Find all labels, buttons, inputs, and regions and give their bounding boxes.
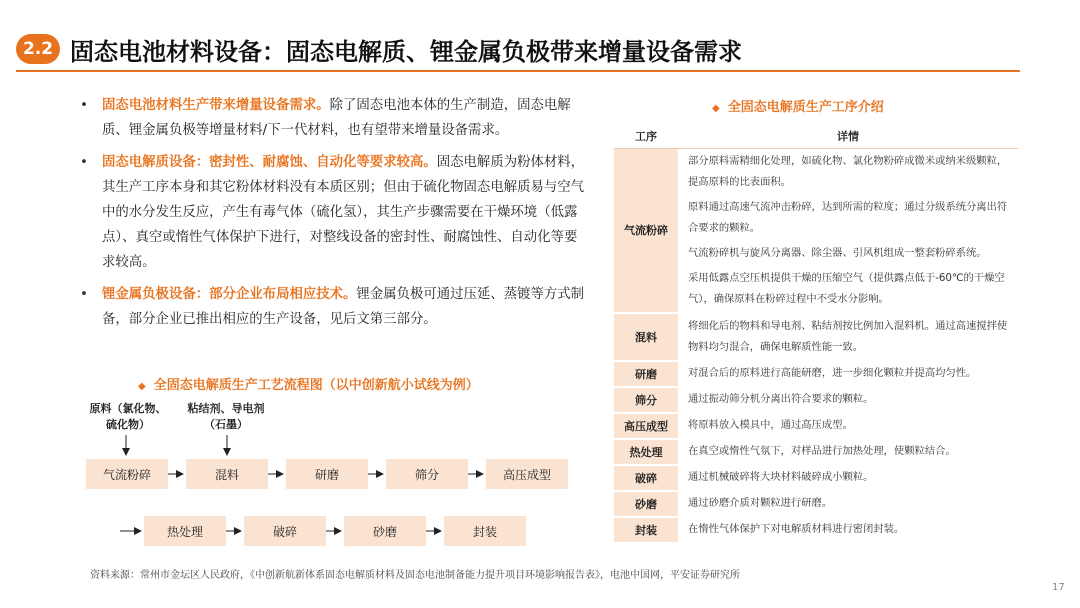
section-badge: 2.2	[16, 34, 60, 64]
flow-step-high-pressure-forming: 高压成型	[486, 459, 568, 489]
table-row	[614, 439, 1018, 465]
process-name: 高压成型	[614, 413, 678, 439]
table-row	[614, 413, 1018, 439]
process-name: 混料	[614, 313, 678, 361]
flow-step-heat-treatment: 热处理	[144, 516, 226, 546]
diamond-icon: ◆	[712, 103, 720, 114]
process-details: 对混合后的原料进行高能研磨，进一步细化颗粒并提高均匀性。	[678, 361, 1018, 387]
source-note: 资料来源：常州市金坛区人民政府，《中创新航新体系固态电解质材料及固态电池制备能力提升项目环境影响报告表》，电池中国网，平安证券研究所	[90, 570, 740, 581]
process-name: 热处理	[614, 439, 678, 465]
diamond-icon: ◆	[138, 381, 146, 392]
bullet-dot-icon: •	[80, 287, 88, 302]
flow-input-raw: 原料（氯化物、硫化物）	[89, 402, 167, 431]
bullet-highlight: 固态电解质设备：密封性、耐腐蚀、自动化等要求较高。	[102, 155, 437, 170]
page-title: 固态电池材料设备：固态电解质、锂金属负极带来增量设备需求	[70, 38, 742, 66]
bullet-text: 固态电解质为粉体材料，其生产工序本身和其它粉体材料没有本质区别；但由于硫化物固态电解质易与空气中的水分发生反应，产生有毒气体（硫化氢），其生产步骤需要在干燥环境（低露点）、真空或惰性气体保护下进行，对整线设备的密封性、耐腐蚀性、自动化等要求较高。	[102, 155, 585, 270]
table-row	[614, 149, 1018, 313]
detail-line: 气流粉碎机与旋风分离器、除尘器、引风机组成一整套粉碎系统。	[688, 246, 987, 259]
table-title	[712, 96, 884, 115]
process-name: 筛分	[614, 387, 678, 413]
flow-step-grinding: 研磨	[286, 459, 368, 489]
flow-input-binder: 粘结剂、导电剂（石墨）	[187, 402, 265, 431]
table-row	[614, 361, 1018, 387]
detail-line: 原料通过高速气流冲击粉碎，达到所需的粒度；通过分级系统分离出符合要求的颗粒。	[688, 200, 1008, 234]
flow-step-packaging: 封装	[444, 516, 526, 546]
bullet-highlight: 锂金属负极设备：部分企业布局相应技术。	[102, 287, 357, 302]
flow-title-text: 全固态电解质生产工艺流程图（以中创新航小试线为例）	[153, 378, 479, 393]
process-details: 通过机械破碎将大块材料破碎成小颗粒。	[678, 465, 1018, 491]
table-row	[614, 313, 1018, 361]
process-details: 在惰性气体保护下对电解质材料进行密闭封装。	[678, 517, 1018, 543]
table-row	[614, 517, 1018, 543]
flow-step-sand-milling: 砂磨	[344, 516, 426, 546]
table-row	[614, 465, 1018, 491]
table-title-text: 全固态电解质生产工序介绍	[727, 100, 884, 115]
flow-step-crushing: 破碎	[244, 516, 326, 546]
table-row	[614, 387, 1018, 413]
process-name: 研磨	[614, 361, 678, 387]
process-details: 将细化后的物料和导电剂、粘结剂按比例加入混料机。通过高速搅拌使物料均匀混合，确保电解质性能一致。	[678, 313, 1018, 361]
process-details: 通过砂磨介质对颗粒进行研磨。	[678, 491, 1018, 517]
table-header-row	[614, 124, 1018, 149]
table-header-process: 工序	[614, 124, 678, 149]
bullet-dot-icon: •	[80, 98, 88, 113]
process-name: 破碎	[614, 465, 678, 491]
bullet-text: 除了固态电池本体的生产制造，固态电解质、锂金属负极等增量材料/下一代材料，也有望带来增量设备需求。	[102, 98, 571, 138]
process-table	[614, 124, 1018, 544]
table-row	[614, 491, 1018, 517]
process-details: 在真空或惰性气氛下，对样品进行加热处理，使颗粒结合。	[678, 439, 1018, 465]
process-details: 将原料放入模具中，通过高压成型。	[678, 413, 1018, 439]
flow-step-jet-milling: 气流粉碎	[86, 459, 168, 489]
bullet-dot-icon: •	[80, 155, 88, 170]
bullet-highlight: 固态电池材料生产带来增量设备需求。	[102, 98, 330, 113]
process-name: 封装	[614, 517, 678, 543]
flow-step-sieving: 筛分	[386, 459, 468, 489]
table-header-details: 详情	[678, 124, 1018, 149]
bullet-text: 锂金属负极可通过压延、蒸镀等方式制备，部分企业已推出相应的生产设备，见后文第三部分。	[102, 287, 585, 327]
detail-line: 部分原料需精细化处理，如硫化物、氯化物粉碎成微米或纳米级颗粒，提高原料的比表面积。	[688, 154, 1008, 188]
process-details: 通过振动筛分机分离出符合要求的颗粒。	[678, 387, 1018, 413]
process-name: 砂磨	[614, 491, 678, 517]
detail-line: 采用低露点空压机提供干燥的压缩空气（提供露点低于-60℃的干燥空气），确保原料在粉碎过程中不受水分影响。	[688, 271, 1005, 305]
page-number: 17	[1052, 582, 1065, 593]
flow-step-mixing: 混料	[186, 459, 268, 489]
process-details	[678, 149, 1018, 313]
process-name: 气流粉碎	[614, 149, 678, 313]
